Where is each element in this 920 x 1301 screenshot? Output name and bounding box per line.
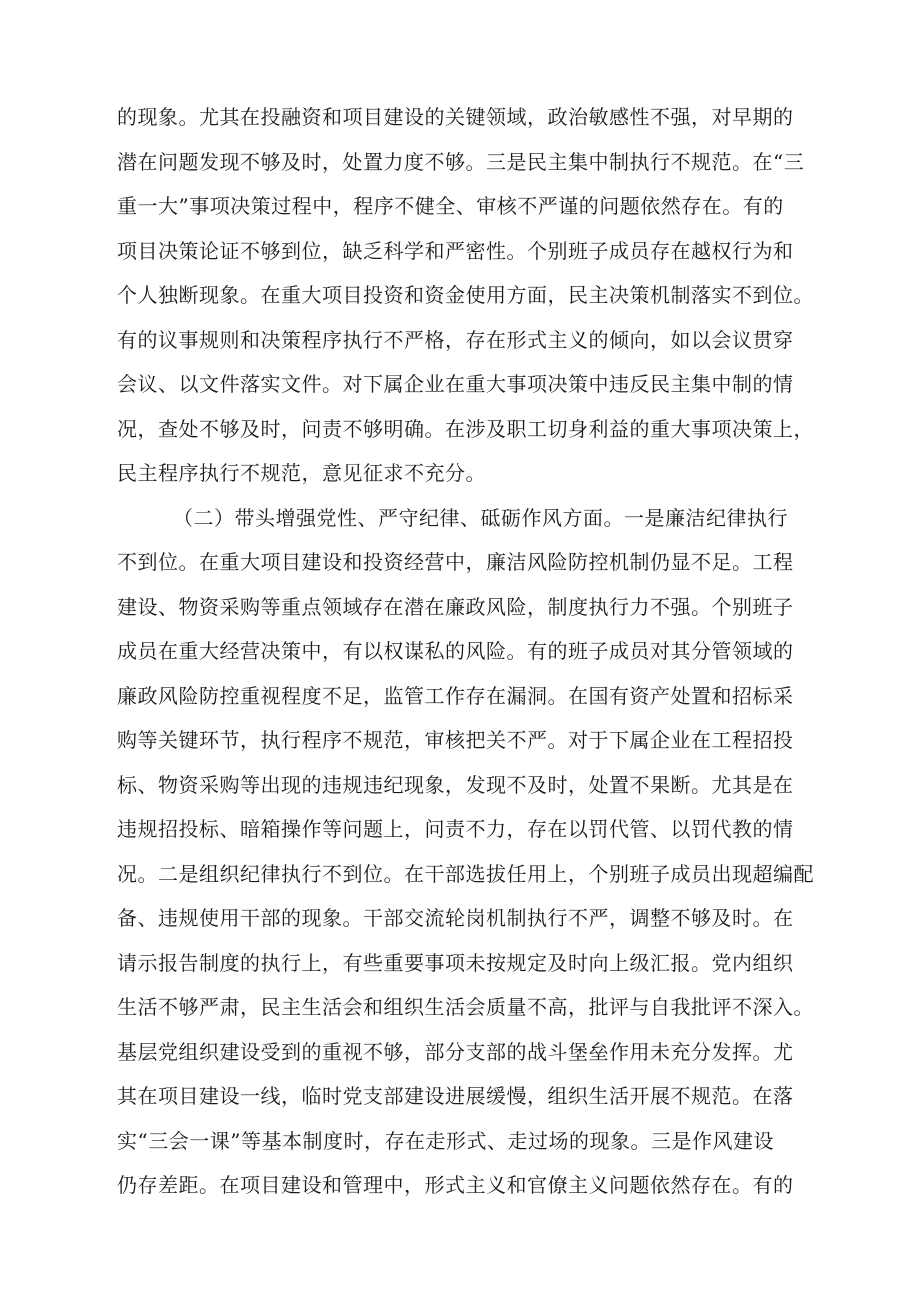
text-line: 违规招投标、暗箱操作等问题上，问责不力，存在以罚代管、以罚代教的情 [117,817,794,841]
text-line: 基层党组织建设受到的重视不够，部分支部的战斗堡垒作用未充分发挥。尤 [117,1039,794,1064]
text-line: 购等关键环节，执行程序不规范，审核把关不严。对于下属企业在工程招投 [117,728,794,752]
text-line: 成员在重大经营决策中，有以权谋私的风险。有的班子成员对其分管领域的 [117,639,794,663]
text-line: 仍存差距。在项目建设和管理中，形式主义和官僚主义问题依然存在。有的 [117,1173,794,1197]
text-line: 标、物资采购等出现的违规违纪现象，发现不及时，处置不果断。尤其是在 [117,772,794,797]
text-line: 况，查处不够及时，问责不够明确。在涉及职工切身利益的重大事项决策上， [117,416,814,441]
text-line: 潜在问题发现不够及时，处置力度不够。三是民主集中制执行不规范。在“三 [117,149,805,174]
text-line: 其在项目建设一线，临时党支部建设进展缓慢，组织生活开展不规范。在落 [117,1084,794,1108]
text-line: 民主程序执行不规范，意见征求不充分。 [117,461,486,485]
text-line: 廉政风险防控重视程度不足，监管工作存在漏洞。在国有资产处置和招标采 [117,683,794,708]
text-line: 重一大”事项决策过程中，程序不健全、审核不严谨的问题依然存在。有的 [117,194,784,218]
section-heading-line: （二）带头增强党性、严守纪律、砥砺作风方面。一是廉洁纪律执行 [173,505,788,530]
text-line: 会议、以文件落实文件。对下属企业在重大事项决策中违反民主集中制的情 [117,372,794,396]
text-line: 请示报告制度的执行上，有些重要事项未按规定及时向上级汇报。党内组织 [117,950,794,975]
text-line: 个人独断现象。在重大项目投资和资金使用方面，民主决策机制落实不到位。 [117,283,814,307]
text-line: 实“三会一课”等基本制度时，存在走形式、走过场的现象。三是作风建设 [117,1128,774,1153]
text-line: 的现象。尤其在投融资和项目建设的关键领域，政治敏感性不强，对早期的 [117,105,794,129]
text-line: 不到位。在重大项目建设和投资经营中，廉洁风险防控机制仍显不足。工程 [117,550,794,574]
text-line: 备、违规使用干部的现象。干部交流轮岗机制执行不严，调整不够及时。在 [117,906,794,930]
text-line: 项目决策论证不够到位，缺乏科学和严密性。个别班子成员存在越权行为和 [117,238,794,263]
text-line: 有的议事规则和决策程序执行不严格，存在形式主义的倾向，如以会议贯穿 [117,327,794,352]
text-line: 况。二是组织纪律执行不到位。在干部选拔任用上，个别班子成员出现超编配 [117,861,814,886]
text-line: 建设、物资采购等重点领域存在潜在廉政风险，制度执行力不强。个别班子 [117,594,794,619]
text-line: 生活不够严肃，民主生活会和组织生活会质量不高，批评与自我批评不深入。 [117,995,814,1019]
